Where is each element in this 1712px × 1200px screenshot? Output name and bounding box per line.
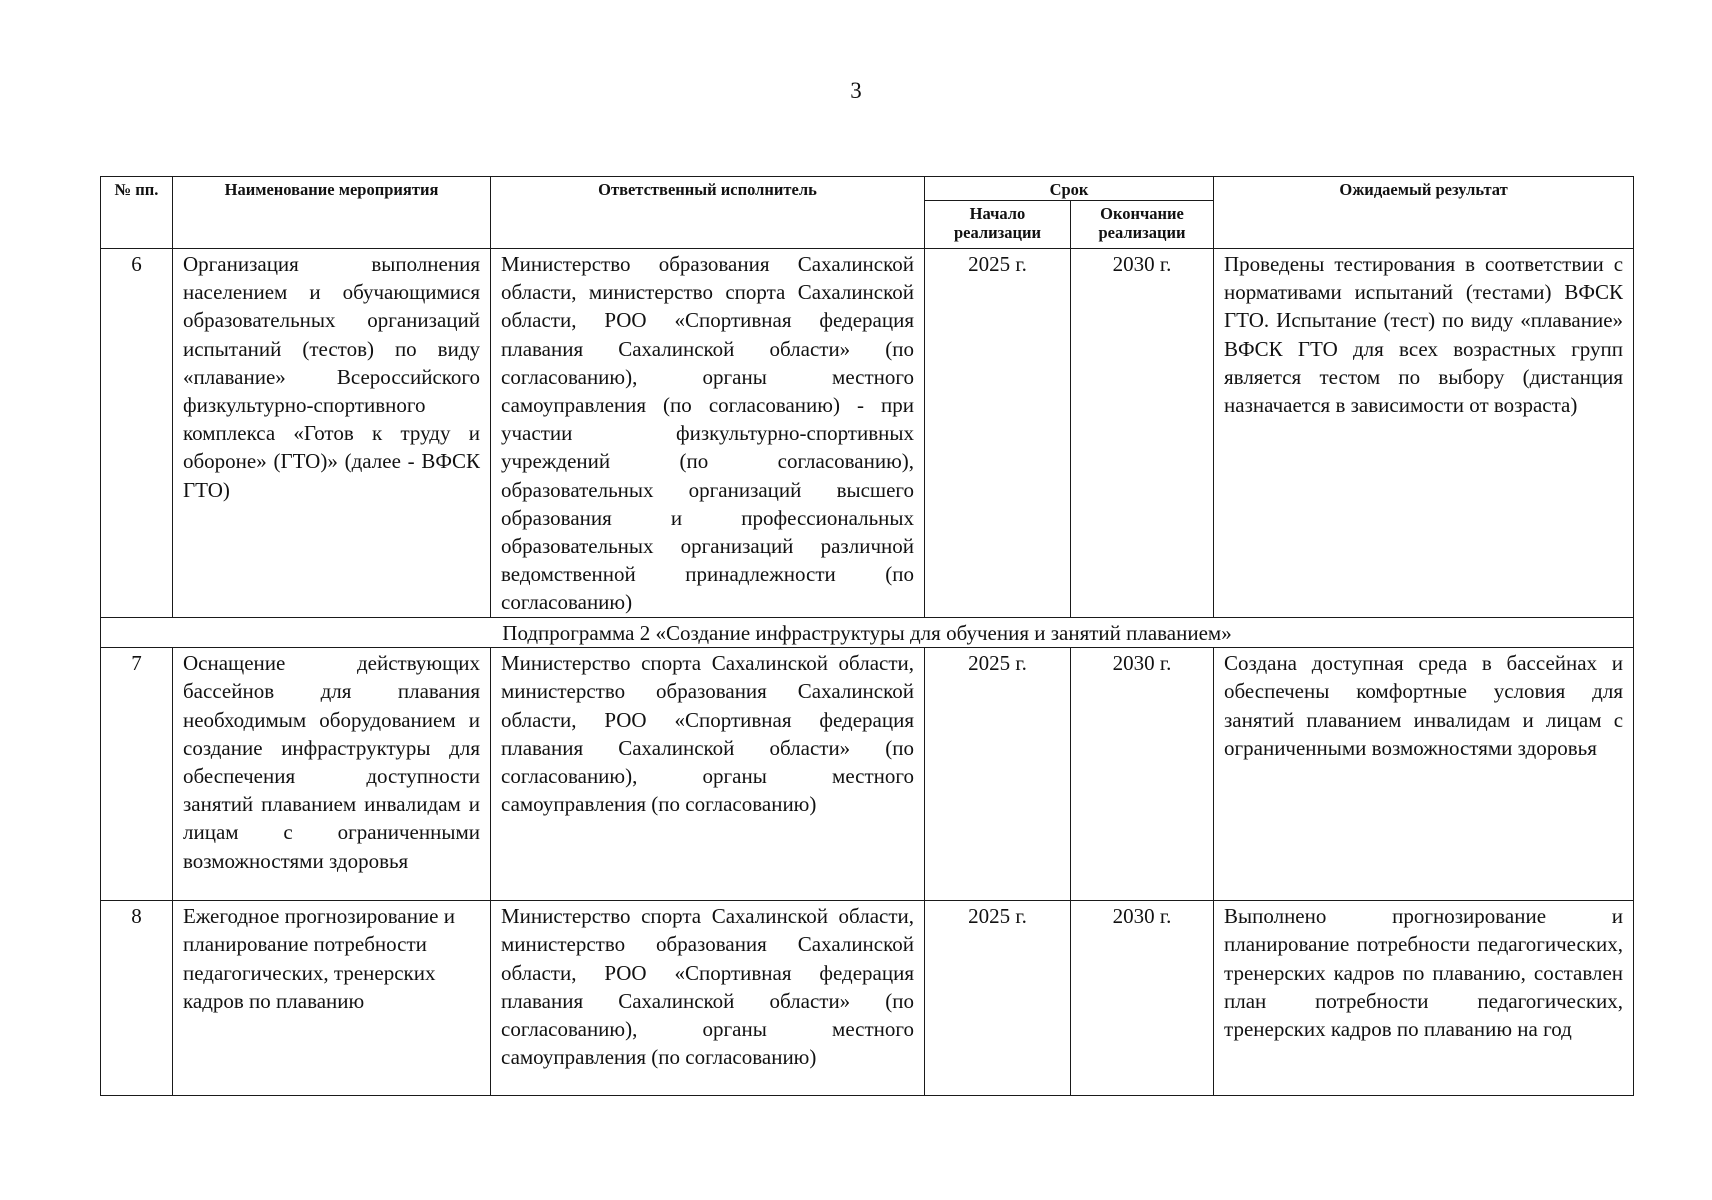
header-end: Окончание реализации — [1071, 201, 1214, 249]
row-executor: Министерство образования Сахалинской области, министерство спорта Сахалинской области, РОО «Спортивная федерация плавания Сахалинской области» (по согласованию), органы местного самоуправления (по согласованию) - при участии физкультурно-спортивных учреждений (по согласованию), образовательных организаций высшего образования и профессиональных образовательных организаций различной ведомственной принадлежности (по согласованию) — [491, 249, 925, 618]
table-row — [101, 648, 1634, 901]
header-num: № пп. — [101, 177, 173, 249]
header-start: Начало реализации — [925, 201, 1071, 249]
row-start: 2025 г. — [925, 249, 1071, 618]
header-name: Наименование мероприятия — [173, 177, 491, 249]
row-name: Организация выполнения населением и обучающимися образовательных организаций испытаний (тестов) по виду «плавание» Всероссийского физкультурно-спортивного комплекса «Готов к труду и обороне» (ГТО)» (далее - ВФСК ГТО) — [173, 249, 491, 618]
row-end: 2030 г. — [1071, 901, 1214, 1096]
row-result: Создана доступная среда в бассейнах и обеспечены комфортные условия для занятий плаванием инвалидам и лицам с ограниченными возможностями здоровья — [1214, 648, 1634, 901]
row-result: Проведены тестирования в соответствии с нормативами испытаний (тестами) ВФСК ГТО. Испытание (тест) по виду «плавание» ВФСК ГТО для всех возрастных групп является тестом по выбору (дистанция назначается в зависимости от возраста) — [1214, 249, 1634, 618]
row-name: Оснащение действующих бассейнов для плавания необходимым оборудованием и создание инфраструктуры для обеспечения доступности занятий плаванием инвалидам и лицам с ограниченными возможностями здоровья — [173, 648, 491, 901]
row-num: 6 — [101, 249, 173, 618]
header-executor: Ответственный исполнитель — [491, 177, 925, 249]
row-end: 2030 г. — [1071, 249, 1214, 618]
row-result: Выполнено прогнозирование и планирование потребности педагогических, тренерских кадров по плаванию, составлен план потребности педагогических, тренерских кадров по плаванию на год — [1214, 901, 1634, 1096]
row-num: 7 — [101, 648, 173, 901]
table-row — [101, 249, 1634, 618]
row-executor: Министерство спорта Сахалинской области, министерство образования Сахалинской области, РОО «Спортивная федерация плавания Сахалинской области» (по согласованию), органы местного самоуправления (по согласованию) — [491, 648, 925, 901]
table-header-row — [101, 177, 1634, 201]
row-start: 2025 г. — [925, 648, 1071, 901]
subprogram-row — [101, 618, 1634, 648]
header-term: Срок — [925, 177, 1214, 201]
row-num: 8 — [101, 901, 173, 1096]
row-start: 2025 г. — [925, 901, 1071, 1096]
subprogram-title: Подпрограмма 2 «Создание инфраструктуры для обучения и занятий плаванием» — [101, 618, 1634, 648]
page-number: 3 — [850, 78, 862, 103]
row-end: 2030 г. — [1071, 648, 1214, 901]
row-name: Ежегодное прогнозирование и планирование потребности педагогических, тренерских кадров по плаванию — [173, 901, 491, 1096]
table-row — [101, 901, 1634, 1096]
header-result: Ожидаемый результат — [1214, 177, 1634, 249]
measures-table — [100, 176, 1634, 1096]
row-executor: Министерство спорта Сахалинской области, министерство образования Сахалинской области, РОО «Спортивная федерация плавания Сахалинской области» (по согласованию), органы местного самоуправления (по согласованию) — [491, 901, 925, 1096]
